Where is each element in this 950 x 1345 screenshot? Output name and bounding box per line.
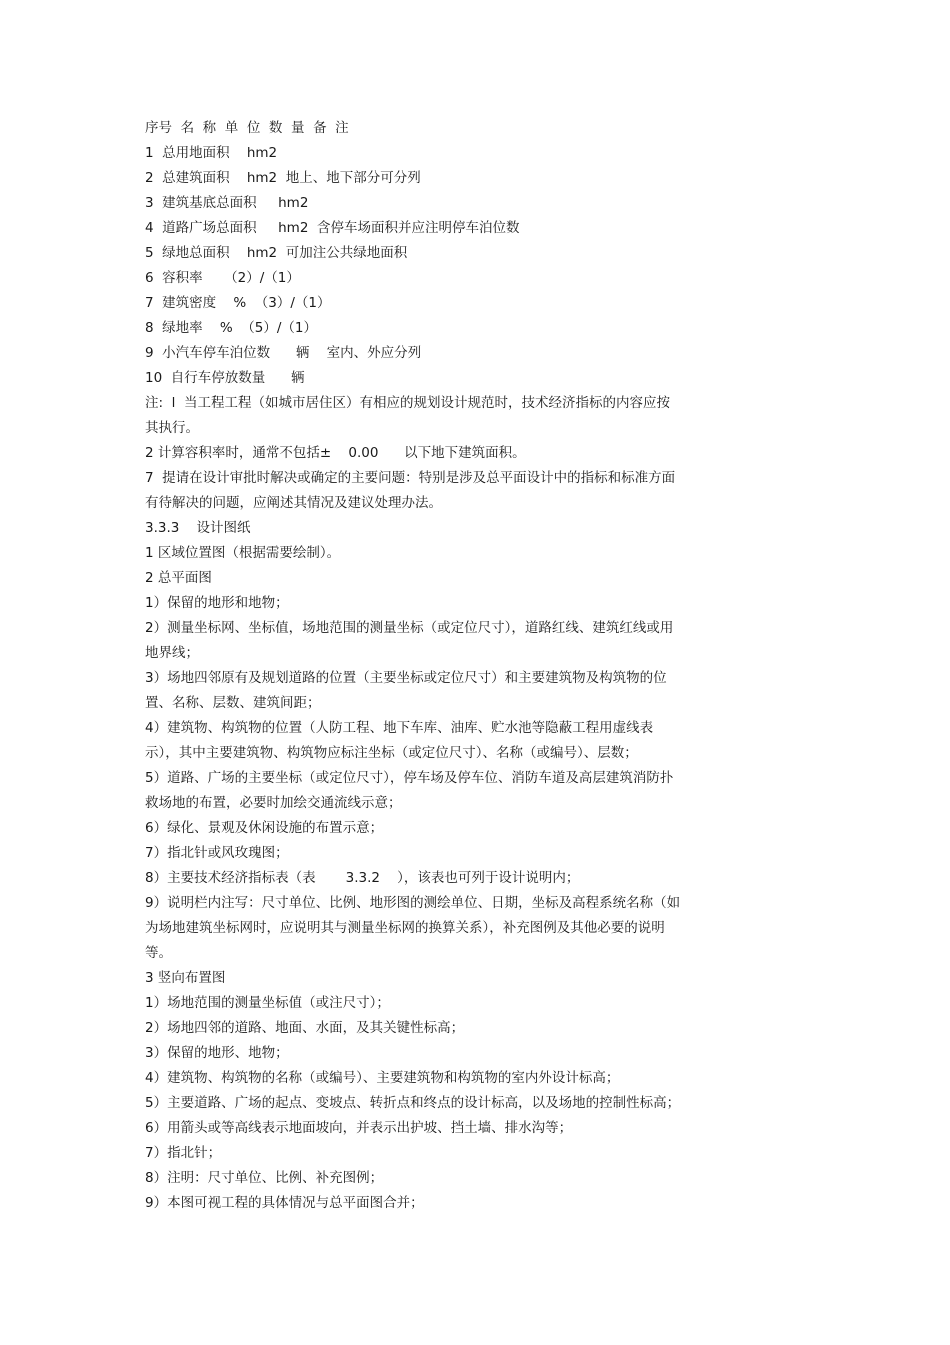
list-item: 3）保留的地形、地物； [145, 1045, 289, 1061]
list-item: 4）建筑物、构筑物的位置（人防工程、地下车库、油库、贮水池等隐蔽工程用虚线表 [145, 720, 654, 736]
list-item: 9）说明栏内注写：尺寸单位、比例、地形图的测绘单位、日期，坐标及高程系统名称（如 [145, 895, 681, 911]
list-item: 7）指北针或风玫瑰图； [145, 845, 289, 861]
table-row-7: 7 建筑密度 % （3）/（1） [145, 295, 331, 311]
table-row-6: 6 容积率 （2）/（1） [145, 270, 300, 286]
list-item: 8）主要技术经济指标表（表 3.3.2 ），该表也可列于设计说明内； [145, 870, 580, 886]
list-item: 6）绿化、景观及休闲设施的布置示意； [145, 820, 384, 836]
note-line: 注: l 当工程工程（如城市居住区）有相应的规划设计规范时，技术经济指标的内容应按 [145, 395, 670, 411]
list-item: 5）道路、广场的主要坐标（或定位尺寸），停车场及停车位、消防车道及高层建筑消防扑 [145, 770, 674, 786]
table-row-5: 5 绿地总面积 hm2 可加注公共绿地面积 [145, 245, 408, 261]
table-row-3: 3 建筑基底总面积 hm2 [145, 195, 309, 211]
list-item-continuation: 为场地建筑坐标网时，应说明其与测量坐标网的换算关系），补充图例及其他必要的说明 [145, 920, 665, 936]
table-row-10: 10 自行车停放数量 辆 [145, 370, 305, 386]
list-item-continuation: 救场地的布置，必要时加绘交通流线示意； [145, 795, 402, 811]
list-item-continuation: 示），其中主要建筑物、构筑物应标注坐标（或定位尺寸）、名称（或编号）、层数； [145, 745, 638, 761]
list-item: 2）测量坐标网、坐标值，场地范围的测量坐标（或定位尺寸），道路红线、建筑红线或用 [145, 620, 674, 636]
list-item: 9）本图可视工程的具体情况与总平面图合并； [145, 1195, 424, 1211]
note-line: 2 计算容积率时，通常不包括± 0.00 以下地下建筑面积。 [145, 445, 526, 461]
section-heading: 3.3.3 设计图纸 [145, 520, 251, 536]
table-row-8: 8 绿地率 % （5）/（1） [145, 320, 317, 336]
list-item: 4）建筑物、构筑物的名称（或编号）、主要建筑物和构筑物的室内外设计标高； [145, 1070, 620, 1086]
table-row-9: 9 小汽车停车泊位数 辆 室内、外应分列 [145, 345, 422, 361]
note-line: 其执行。 [145, 420, 199, 436]
list-item: 1）保留的地形和地物； [145, 595, 289, 611]
table-header-line: 序号 名 称 单 位 数 量 备 注 [145, 120, 349, 136]
table-row-1: 1 总用地面积 hm2 [145, 145, 278, 161]
list-item-continuation: 置、名称、层数、建筑间距； [145, 695, 321, 711]
list-item: 3）场地四邻原有及规划道路的位置（主要坐标或定位尺寸）和主要建筑物及构筑物的位 [145, 670, 667, 686]
list-item: 8）注明：尺寸单位、比例、补充图例； [145, 1170, 384, 1186]
paragraph-line: 7 提请在设计审批时解决或确定的主要问题：特别是涉及总平面设计中的指标和标准方面 [145, 470, 676, 486]
list-item: 2）场地四邻的道路、地面、水面，及其关键性标高； [145, 1020, 465, 1036]
list-item: 1）场地范围的测量坐标值（或注尺寸）； [145, 995, 390, 1011]
paragraph-line: 1 区域位置图（根据需要绘制）。 [145, 545, 341, 561]
list-item-continuation: 等。 [145, 945, 172, 961]
list-item: 7）指北针； [145, 1145, 222, 1161]
paragraph-line: 有待解决的问题，应阐述其情况及建议处理办法。 [145, 495, 442, 511]
table-row-2: 2 总建筑面积 hm2 地上、地下部分可分列 [145, 170, 421, 186]
list-item: 6）用箭头或等高线表示地面坡向，并表示出护坡、挡土墙、排水沟等； [145, 1120, 573, 1136]
subsection-heading: 3 竖向布置图 [145, 970, 226, 986]
table-row-4: 4 道路广场总面积 hm2 含停车场面积并应注明停车泊位数 [145, 220, 520, 236]
document-body [145, 116, 745, 1216]
subsection-heading: 2 总平面图 [145, 570, 212, 586]
list-item-continuation: 地界线； [145, 645, 199, 661]
list-item: 5）主要道路、广场的起点、变坡点、转折点和终点的设计标高，以及场地的控制性标高； [145, 1095, 681, 1111]
